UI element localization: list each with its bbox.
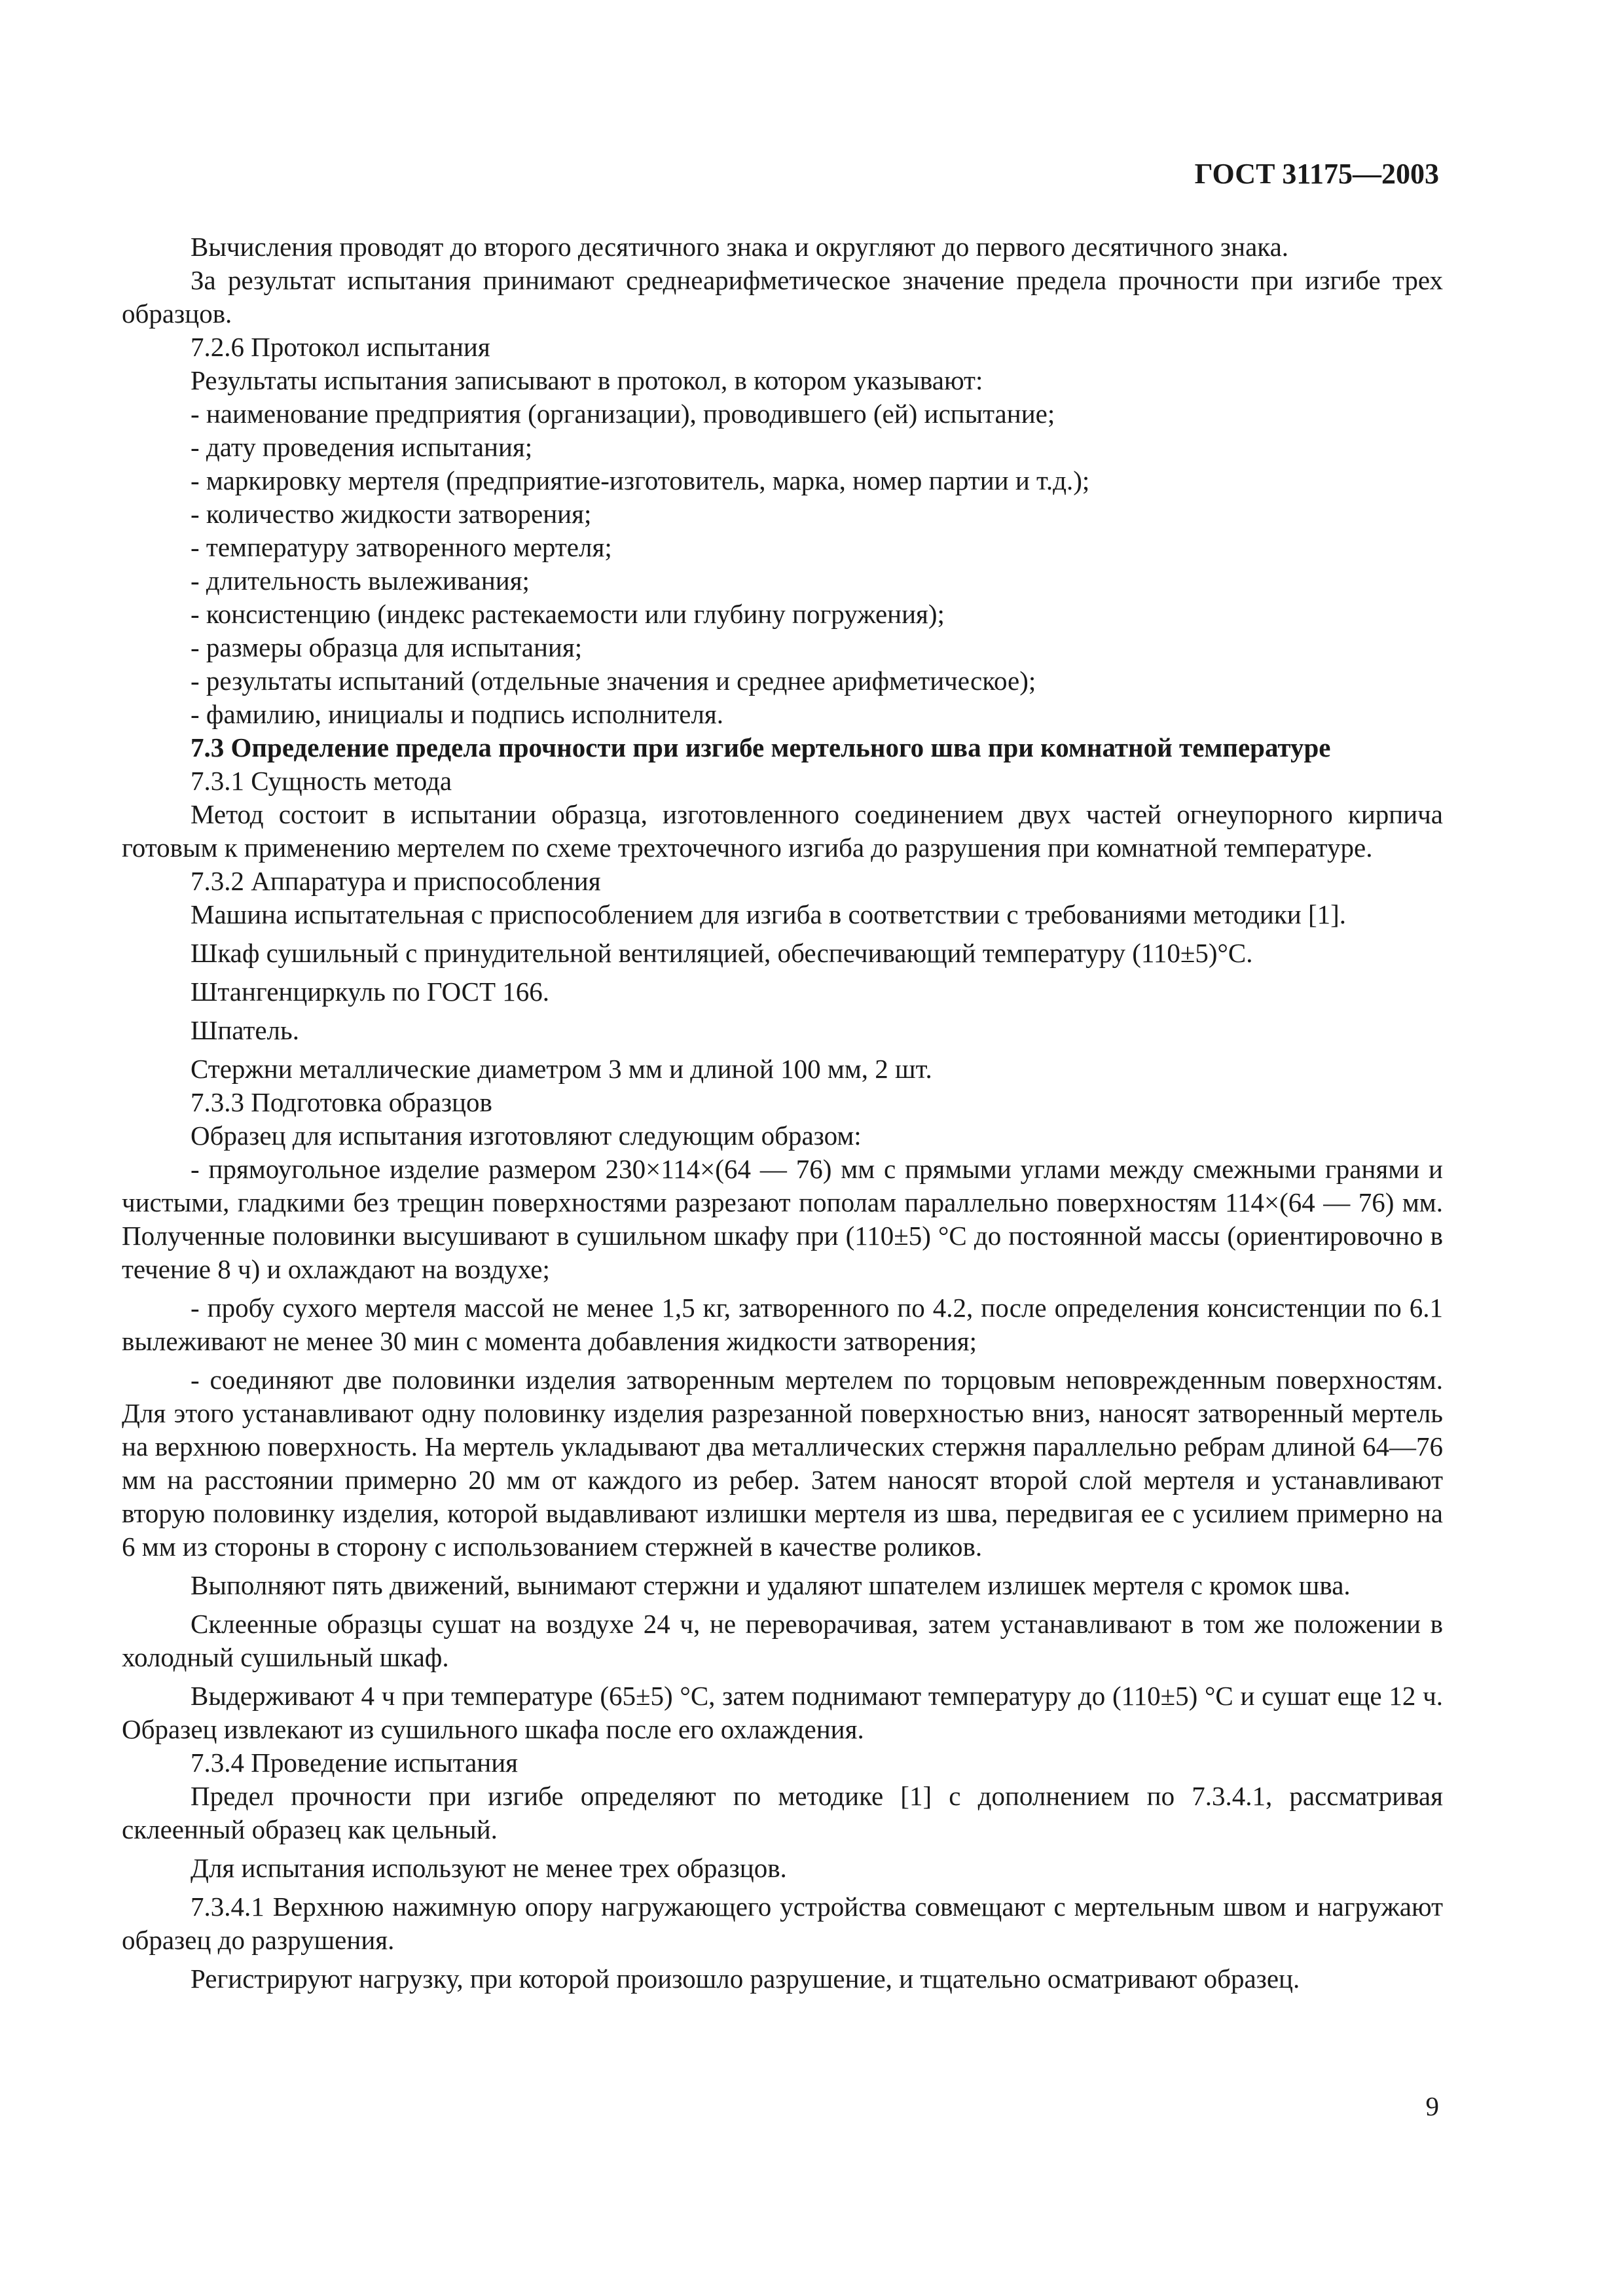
subsection-heading: 7.3.4 Проведение испытания [191, 1748, 519, 1778]
list-item: - пробу сухого мертеля массой не менее 1,5 кг, затворенного по 4.2, после определения консистенции по 6.1 вылеживают не менее 30 мин с момента добавления жидкости затворения; [122, 1293, 1443, 1356]
list-item: - консистенцию (индекс растекаемости или глубину погружения); [191, 599, 945, 629]
document-header: ГОСТ 31175—2003 [1194, 158, 1439, 190]
document-body [122, 230, 1443, 1996]
paragraph: Результаты испытания записывают в протокол, в котором указывают: [191, 365, 983, 395]
list-item: - прямоугольное изделие размером 230×114×(64 — 76) мм с прямыми углами между смежными гранями и чистыми, гладкими без трещин поверхностями разрезают пополам параллельно поверхностям 114×(64 — 76) мм. Полученные половинки высушивают в сушильном шкафу при (110±5) °С до постоянной массы (ориентировочно в течение 8 ч) и охлаждают на воздухе; [122, 1154, 1443, 1284]
list-item: - результаты испытаний (отдельные значения и среднее арифметическое); [191, 666, 1036, 696]
list-item: - соединяют две половинки изделия затворенным мертелем по торцовым неповрежденным поверхностям. Для этого устанавливают одну половинку изделия разрезанной поверхностью вниз, наносят затворенный мертель на верхнюю поверхность. На мертель укладывают два металлических стержня параллельно ребрам длиной 64—76 мм на расстоянии примерно 20 мм от каждого из ребер. Затем наносят второй слой мертеля и устанавливают вторую половинку изделия, которой выдавливают излишки мертеля из шва, передвигая ее с усилием примерно на 6 мм из стороны в сторону с использованием стержней в качестве роликов. [122, 1365, 1443, 1562]
list-item: - наименование предприятия (организации), проводившего (ей) испытание; [191, 399, 1055, 429]
paragraph: Предел прочности при изгибе определяют по методике [1] с дополнением по 7.3.4.1, рассматривая склеенный образец как цельный. [122, 1781, 1443, 1844]
list-item: - количество жидкости затворения; [191, 499, 592, 529]
paragraph: Шкаф сушильный с принудительной вентиляцией, обеспечивающий температуру (110±5)°С. [191, 938, 1253, 968]
paragraph: Метод состоит в испытании образца, изготовленного соединением двух частей огнеупорного кирпича готовым к применению мертелем по схеме трехточечного изгиба до разрушения при комнатной температуре. [122, 799, 1443, 863]
subsection-heading: 7.2.6 Протокол испытания [191, 332, 490, 362]
paragraph: Штангенциркуль по ГОСТ 166. [191, 977, 550, 1007]
subsection-heading: 7.3.1 Сущность метода [191, 766, 452, 796]
list-item: - температуру затворенного мертеля; [191, 532, 612, 562]
page-number: 9 [1425, 2091, 1439, 2121]
paragraph: Склеенные образцы сушат на воздухе 24 ч, не переворачивая, затем устанавливают в том же положении в холодный сушильный шкаф. [122, 1609, 1443, 1672]
paragraph: Выдерживают 4 ч при температуре (65±5) °С, затем поднимают температуру до (110±5) °С и сушат еще 12 ч. Образец извлекают из сушильного шкафа после его охлаждения. [122, 1681, 1443, 1744]
paragraph: Регистрируют нагрузку, при которой произошло разрушение, и тщательно осматривают образец. [191, 1964, 1300, 1994]
list-item: - маркировку мертеля (предприятие-изготовитель, марка, номер партии и т.д.); [191, 465, 1090, 495]
paragraph: Вычисления проводят до второго десятичного знака и округляют до первого десятичного знака. [191, 232, 1289, 262]
paragraph: Стержни металлические диаметром 3 мм и длиной 100 мм, 2 шт. [191, 1054, 932, 1084]
list-item: - размеры образца для испытания; [191, 632, 583, 662]
paragraph: За результат испытания принимают среднеарифметическое значение предела прочности при изгибе трех образцов. [122, 265, 1443, 329]
section-heading: 7.3 Определение предела прочности при изгибе мертельного шва при комнатной температуре [191, 732, 1331, 762]
paragraph: Машина испытательная с приспособлением для изгиба в соответствии с требованиями методики [1]. [191, 899, 1347, 929]
paragraph: Для испытания используют не менее трех образцов. [191, 1853, 787, 1883]
paragraph: Шпатель. [191, 1015, 299, 1045]
paragraph: Выполняют пять движений, вынимают стержни и удаляют шпателем излишек мертеля с кромок шва. [191, 1570, 1351, 1600]
paragraph: Образец для испытания изготовляют следующим образом: [191, 1121, 862, 1151]
subsection-heading: 7.3.3 Подготовка образцов [191, 1087, 492, 1117]
list-item: - длительность вылеживания; [191, 565, 530, 596]
paragraph: 7.3.4.1 Верхнюю нажимную опору нагружающего устройства совмещают с мертельным швом и нагружают образец до разрушения. [122, 1892, 1443, 1955]
list-item: - дату проведения испытания; [191, 432, 533, 462]
list-item: - фамилию, инициалы и подпись исполнителя. [191, 699, 724, 729]
subsection-heading: 7.3.2 Аппаратура и приспособления [191, 866, 601, 896]
